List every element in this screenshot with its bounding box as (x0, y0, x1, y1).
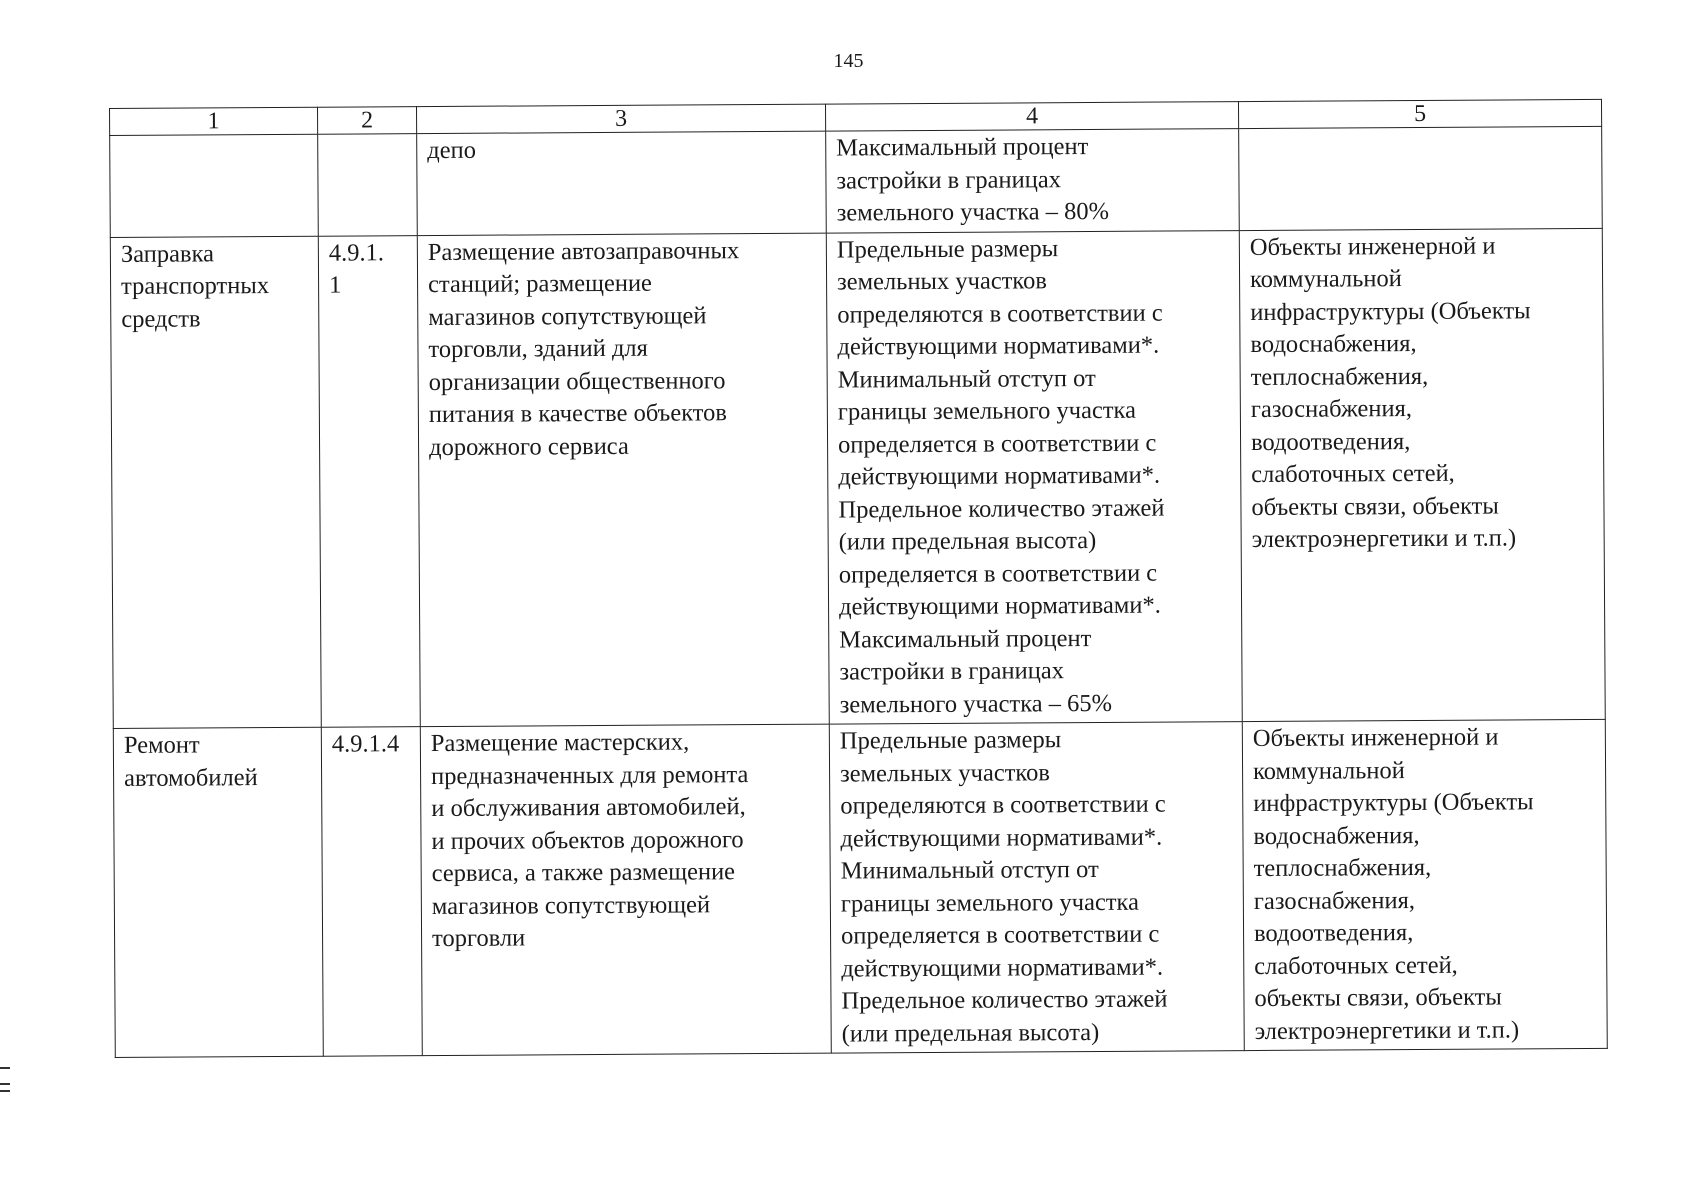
use-description-cell (417, 131, 827, 235)
parameters-text: Предельные размеры земельных участков определяются в соответствии с действующими нормативами*. Минимальный отступ от границы земельного участка определяется в соответствии с действующими нормативами*. Предельное количество этажей (или предельная высота) (839, 726, 1168, 1048)
use-description-cell (420, 724, 831, 1055)
parameters-cell (826, 230, 1242, 724)
use-description-cell (417, 233, 829, 727)
zoning-table (109, 99, 1608, 1058)
parameters-text: Максимальный процент застройки в границах земельного участка – 80% (836, 133, 1110, 227)
use-description: Размещение автозаправочных станций; размещение магазинов сопутствующей торговли, зданий для организации общественного питания в качестве объектов дорожного сервиса (427, 236, 740, 461)
use-name: Заправка транспортных средств (120, 239, 270, 333)
use-description: депо (427, 136, 477, 165)
auxiliary-text: Объекты инженерной и коммунальной инфраструктуры (Объекты водоснабжения, теплоснабжения, газоснабжения, водоотведения, слаботочных сетей, объекты связи, объекты электроэнергетики и т.п.) (1249, 232, 1531, 554)
header-col-2: 2 (317, 107, 416, 135)
use-code-cell (318, 235, 420, 727)
table-row (110, 228, 1605, 729)
table-row (110, 126, 1603, 237)
use-code: 4.9.1. 1 (328, 238, 385, 299)
scan-margin-mark (0, 1090, 10, 1092)
scan-margin-mark (0, 1067, 10, 1069)
header-col-1: 1 (110, 107, 318, 135)
page-number: 145 (833, 50, 864, 72)
parameters-cell (826, 129, 1240, 233)
auxiliary-cell (1239, 126, 1603, 230)
scan-margin-mark (0, 1083, 10, 1085)
table-row (113, 719, 1607, 1057)
use-name: Ремонт автомобилей (123, 731, 258, 792)
parameters-cell (829, 722, 1244, 1054)
use-code (328, 135, 414, 136)
auxiliary-text (1249, 128, 1591, 130)
auxiliary-cell (1242, 719, 1607, 1050)
header-col-5: 5 (1238, 99, 1601, 128)
use-code: 4.9.1.4 (331, 730, 400, 758)
use-name-cell (110, 134, 319, 237)
header-col-3: 3 (416, 104, 825, 133)
auxiliary-cell (1239, 228, 1605, 722)
use-name-cell (110, 236, 321, 729)
use-name (120, 136, 307, 137)
auxiliary-text: Объекты инженерной и коммунальной инфраструктуры (Объекты водоснабжения, теплоснабжения, газоснабжения, водоотведения, слаботочных сетей, объекты связи, объекты электроэнергетики и т.п.) (1252, 723, 1534, 1045)
use-name-cell (113, 727, 323, 1057)
use-code-cell (318, 134, 418, 236)
use-code-cell (321, 727, 422, 1057)
parameters-text: Предельные размеры земельных участков определяются в соответствии с действующими нормативами*. Минимальный отступ от границы земельного участка определяется в соответствии с действующими нормативами*. Предельное количество этажей (или предельная высота) определяется в соответствии с действующими нормативами*. Максимальный процент застройки в границах земельного участка – 65% (836, 234, 1165, 719)
header-col-4: 4 (825, 102, 1238, 132)
use-description: Размещение мастерских, предназначенных для ремонта и обслуживания автомобилей, и прочих объектов дорожного сервиса, а также размещение магазинов сопутствующей торговли (430, 728, 749, 953)
